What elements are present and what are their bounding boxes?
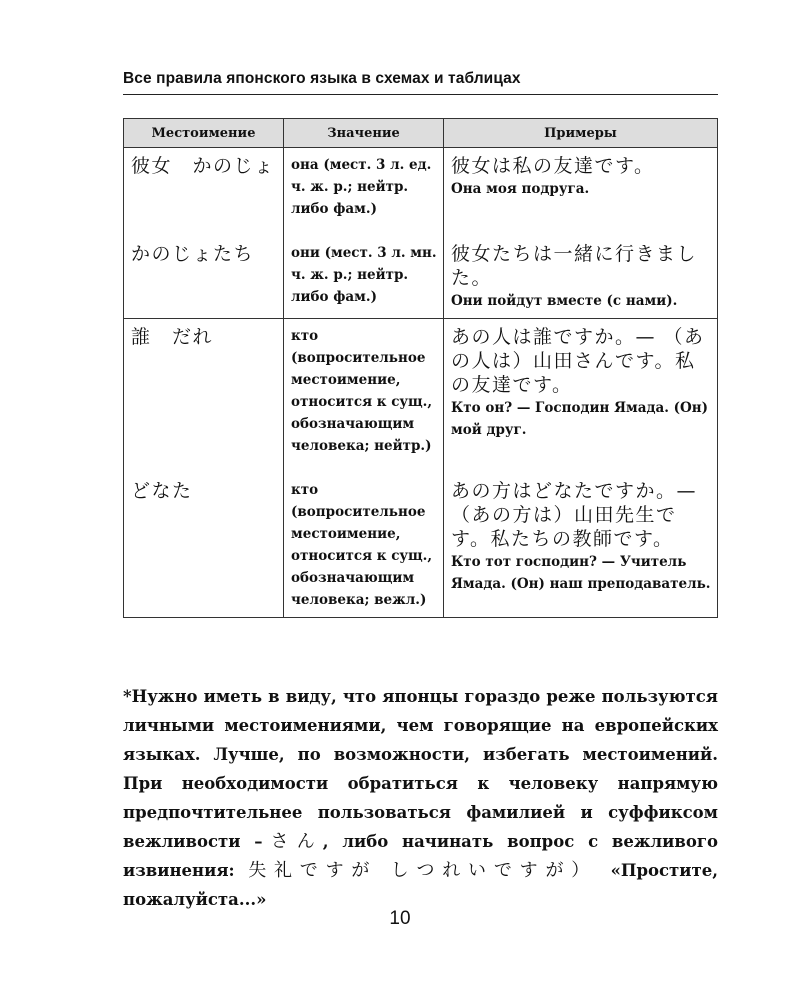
column-header-pronoun: Местоимение [124,119,284,148]
pronoun-block [131,242,277,266]
example-translation: Кто он? — Господин Ямада. (Он) мой друг. [451,400,709,438]
example-japanese: 彼女は私の友達です。 [451,155,655,177]
example-cell [444,319,718,618]
footnote-text: , либо начинать вопрос с вежливого извинения: [123,832,719,880]
meaning-text: они (мест. 3 л. мн. ч. ж. р.; нейтр. либо фам.) [291,245,437,305]
example-block [451,242,711,312]
example-block [451,154,711,242]
example-translation: Они пойдут вместе (с нами). [451,293,678,309]
column-header-examples: Примеры [444,119,718,148]
meaning-cell [284,319,444,618]
example-translation: Кто тот господин? — Учитель Ямада. (Он) наш преподаватель. [451,554,711,592]
meaning-text: кто (вопросительное местоимение, относится к сущ., обозначающим человека; вежл.) [291,482,433,608]
example-japanese: あの人は誰ですか。— （あの人は）山田さんです。私の友達です。 [451,326,705,396]
footnote-paragraph [123,682,718,914]
pronoun-entry: どなた [131,480,193,502]
pronoun-block [131,479,277,503]
pronoun-block [131,154,277,242]
example-block [451,479,711,595]
pronoun-entry: 彼女 かのじょ [131,155,275,177]
example-japanese: あの方はどなたですか。— （あの方は）山田先生です。私たちの教師です。 [451,480,698,550]
pronoun-entry: 誰 だれ [131,326,214,348]
footnote-text: *Нужно иметь в виду, что японцы гораздо реже пользуются личными местоимениями, чем говорящие на европейских языках. Лучше, по возможности, избегать местоимений. При необходимости обратиться к человеку напрямую предпочтительнее пользоваться фамилией и суффиксом вежливости – [123,687,718,851]
suffix-japanese: さん [262,831,323,852]
example-japanese: 彼女たちは一緒に行きました。 [451,243,698,289]
table-row [124,319,718,618]
table-row [124,148,718,319]
meaning-cell [284,148,444,319]
pronoun-cell [124,319,284,618]
page-number: 10 [389,908,411,929]
meaning-text: кто (вопросительное местоимение, относится к сущ., обозначающим человека; нейтр.) [291,328,433,454]
example-translation: Она моя подруга. [451,181,590,197]
example-block [451,325,711,479]
pronoun-block [131,325,277,479]
meaning-block [291,154,437,242]
running-header: Все правила японского языка в схемах и таблицах [123,70,718,95]
pronoun-table [123,118,718,618]
column-header-meaning: Значение [284,119,444,148]
phrase-japanese: 失礼ですが しつれいですが） [248,860,598,881]
pronoun-entry: かのじょたち [131,243,255,265]
example-cell [444,148,718,319]
pronoun-cell [124,148,284,319]
meaning-text: она (мест. 3 л. ед. ч. ж. р.; нейтр. либо фам.) [291,157,432,217]
meaning-block [291,242,437,308]
meaning-block [291,325,437,479]
table-header-row [124,119,718,148]
phrase-translation: «Простите, пожалуйста...» [123,861,718,909]
meaning-block [291,479,437,611]
